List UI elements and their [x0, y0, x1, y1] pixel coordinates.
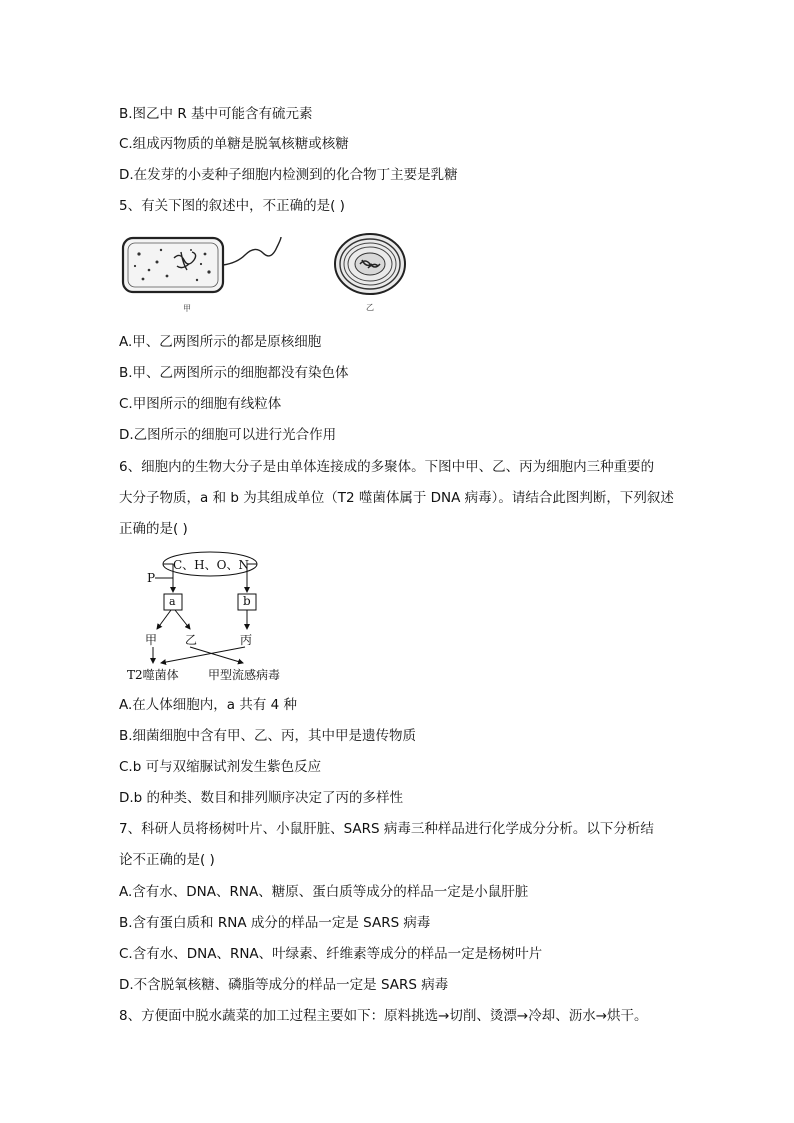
q5-option-c: C.甲图所示的细胞有线粒体 [119, 396, 282, 412]
figure-label-yi: 乙 [366, 303, 374, 312]
diagram-flu-virus: 甲型流感病毒 [208, 668, 281, 682]
q7-option-b: B.含有蛋白质和 RNA 成分的样品一定是 SARS 病毒 [119, 915, 431, 931]
q7-stem-line-2: 论不正确的是( ) [119, 852, 215, 868]
cyanobacterium-cell-image [330, 232, 420, 302]
q7-option-c: C.含有水、DNA、RNA、叶绿素、纤维素等成分的样品一定是杨树叶片 [119, 946, 543, 962]
q6-stem-line-2: 大分子物质，a 和 b 为其组成单位（T2 噬菌体属于 DNA 病毒）。请结合此图判断，下列叙述 [119, 490, 674, 506]
q6-stem-line-1: 6、细胞内的生物大分子是由单体连接成的多聚体。下图中甲、乙、丙为细胞内三种重要的 [119, 459, 655, 475]
diagram-t2-phage: T2噬菌体 [127, 668, 179, 682]
q7-stem-line-1: 7、科研人员将杨树叶片、小鼠肝脏、SARS 病毒三种样品进行化学成分分析。以下分析结 [119, 821, 654, 837]
diagram-elements: C、H、O、N [173, 558, 249, 572]
q6-option-c: C.b 可与双缩脲试剂发生紫色反应 [119, 759, 322, 775]
q8-stem-line-1: 8、方便面中脱水蔬菜的加工过程主要如下：原料挑选→切削、烫漂→冷却、沥水→烘干。 [119, 1008, 648, 1024]
q4-option-c: C.组成丙物质的单糖是脱氧核糖或核糖 [119, 136, 349, 152]
diagram-bing: 丙 [240, 633, 253, 647]
q6-option-b: B.细菌细胞中含有甲、乙、丙，其中甲是遗传物质 [119, 728, 417, 744]
q5-option-d: D.乙图所示的细胞可以进行光合作用 [119, 427, 337, 443]
bacterium-figure [119, 232, 289, 312]
diagram-p: P [147, 571, 156, 585]
q5-option-a: A.甲、乙两图所示的都是原核细胞 [119, 334, 322, 350]
figure-label-jia: 甲 [183, 304, 191, 313]
q7-option-d: D.不含脱氧核糖、磷脂等成分的样品一定是 SARS 病毒 [119, 977, 449, 993]
q7-option-a: A.含有水、DNA、RNA、糖原、蛋白质等成分的样品一定是小鼠肝脏 [119, 884, 529, 900]
diagram-node-a: a [169, 595, 176, 608]
q4-option-d: D.在发芽的小麦种子细胞内检测到的化合物丁主要是乳糖 [119, 167, 458, 183]
q4-option-b: B.图乙中 R 基中可能含有硫元素 [119, 106, 313, 122]
q6-stem-line-3: 正确的是( ) [119, 521, 188, 537]
macromolecule-diagram [127, 549, 295, 685]
q6-option-a: A.在人体细胞内，a 共有 4 种 [119, 697, 298, 713]
diagram-jia: 甲 [145, 633, 158, 647]
diagram-yi: 乙 [185, 633, 198, 647]
q6-option-d: D.b 的种类、数目和排列顺序决定了丙的多样性 [119, 790, 404, 806]
q5-stem: 5、有关下图的叙述中，不正确的是( ) [119, 198, 345, 214]
cyanobacterium-figure [330, 232, 420, 316]
bacterium-cell-image [119, 232, 289, 312]
q5-option-b: B.甲、乙两图所示的细胞都没有染色体 [119, 365, 349, 381]
diagram-node-b: b [243, 594, 251, 608]
